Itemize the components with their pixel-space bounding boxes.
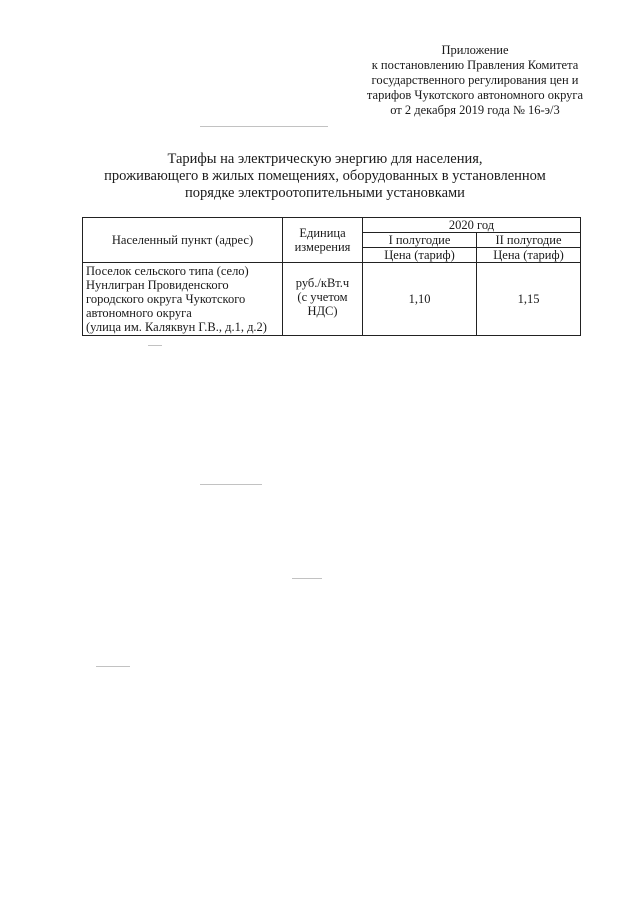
appendix-line: к постановлению Правления Комитета (371, 58, 579, 72)
header-half1: I полугодие (363, 233, 477, 248)
title-line: Тарифы на электрическую энергию для населения, (167, 151, 483, 167)
location-line: Поселок сельского типа (село) (86, 264, 249, 278)
location-line: Нунлигран Провиденского (86, 278, 229, 292)
header-unit-line: измерения (294, 240, 351, 254)
unit-line: (с учетом (297, 290, 348, 304)
header-price2: Цена (тариф) (477, 248, 581, 263)
scan-artifact (96, 666, 130, 667)
header-unit-line: Единица (299, 226, 346, 240)
title-line: проживающего в жилых помещениях, оборудованных в установленном (104, 168, 546, 184)
cell-location (83, 263, 283, 336)
scan-artifact (148, 345, 162, 346)
header-unit (283, 218, 363, 263)
appendix-block (350, 43, 600, 118)
unit-line: руб./кВт.ч (295, 276, 350, 290)
tariff-table (82, 217, 581, 336)
appendix-line: Приложение (441, 43, 509, 57)
appendix-line: от 2 декабря 2019 года № 16-э/3 (390, 103, 560, 117)
table-row (83, 263, 581, 336)
header-location: Населенный пункт (адрес) (83, 218, 283, 263)
scan-artifact (200, 484, 262, 485)
scan-artifact (200, 126, 328, 127)
title-line: порядке электроотопительными установками (185, 185, 465, 201)
cell-unit (283, 263, 363, 336)
location-line: (улица им. Каляквун Г.В., д.1, д.2) (86, 320, 267, 334)
cell-price-half1: 1,10 (363, 263, 477, 336)
location-line: автономного округа (86, 306, 192, 320)
table-header-row (83, 218, 581, 233)
cell-price-half2: 1,15 (477, 263, 581, 336)
header-year: 2020 год (363, 218, 581, 233)
appendix-line: государственного регулирования цен и (371, 73, 579, 87)
header-half2: II полугодие (477, 233, 581, 248)
unit-line: НДС) (307, 304, 338, 318)
document-title (60, 151, 590, 202)
location-line: городского округа Чукотского (86, 292, 246, 306)
scan-artifact (292, 578, 322, 579)
appendix-line: тарифов Чукотского автономного округа (366, 88, 584, 102)
header-price1: Цена (тариф) (363, 248, 477, 263)
